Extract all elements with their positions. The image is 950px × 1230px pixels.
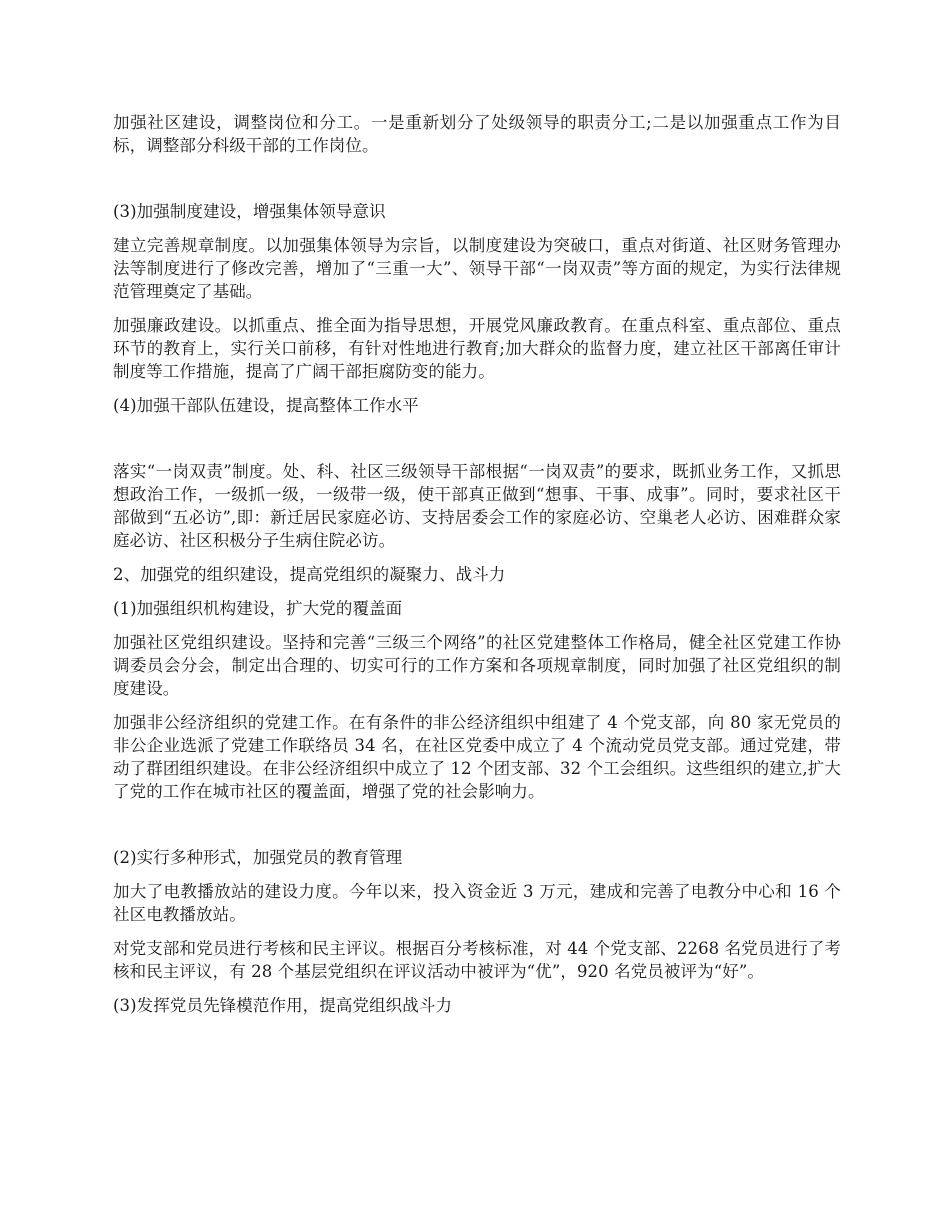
- paragraph-rules-system: 建立完善规章制度。以加强集体领导为宗旨，以制度建设为突破口，重点对街道、社区财务管理办法等制度进行了修改完善，增加了“三重一大”、领导干部“一岗双责”等方面的规定，为实行法律规范管理奠定了基础。: [113, 236, 841, 301]
- heading-party-organization: 2、加强党的组织建设，提高党组织的凝聚力、战斗力: [113, 565, 506, 584]
- paragraph-community-party: 加强社区党组织建设。坚持和完善“三级三个网络”的社区党建整体工作格局，健全社区党建工作协调委员会分会，制定出合理的、切实可行的工作方案和各项规章制度，同时加强了社区党组织的制度建设。: [113, 633, 841, 698]
- paragraph-evaluation: 对党支部和党员进行考核和民主评议。根据百分考核标准，对 44 个党支部、2268 名党员进行了考核和民主评议，有 28 个基层党组织在评议活动中被评为“优”，920 名党员被评为“好”。: [113, 939, 841, 981]
- paragraph-integrity-building: 加强廉政建设。以抓重点、推全面为指导思想，开展党风廉政教育。在重点科室、重点部位、重点环节的教育上，实行关口前移，有针对性地进行教育;加大群众的监督力度，建立社区干部离任审计制度等工作措施，提高了广阔干部拒腐防变的能力。: [113, 316, 841, 381]
- heading-member-education: (2)实行多种形式，加强党员的教育管理: [113, 848, 403, 867]
- paragraph-broadcast-stations: 加大了电教播放站的建设力度。今年以来，投入资金近 3 万元，建成和完善了电教分中心和 16 个社区电教播放站。: [113, 882, 841, 924]
- heading-organization-structure: (1)加强组织机构建设，扩大党的覆盖面: [113, 599, 403, 618]
- heading-system-building: (3)加强制度建设，增强集体领导意识: [113, 202, 386, 221]
- paragraph-dual-responsibility: 落实“一岗双责”制度。处、科、社区三级领导干部根据“一岗双责”的要求，既抓业务工作，又抓思想政治工作，一级抓一级，一级带一级，使干部真正做到“想事、干事、成事”。同时，要求社区干部做到“五必访”,即：新迁居民家庭必访、支持居委会工作的家庭必访、空巢老人必访、困难群众家庭必访、社区积极分子生病住院必访。: [113, 462, 841, 550]
- heading-cadre-team: (4)加强干部队伍建设，提高整体工作水平: [113, 396, 419, 415]
- heading-vanguard-role: (3)发挥党员先锋模范作用，提高党组织战斗力: [113, 996, 453, 1015]
- document-page: [113, 111, 841, 1017]
- paragraph-community-building: 加强社区建设，调整岗位和分工。一是重新划分了处级领导的职责分工;二是以加强重点工作为目标，调整部分科级干部的工作岗位。: [113, 113, 841, 155]
- paragraph-nonpublic-party: 加强非公经济组织的党建工作。在有条件的非公经济组织中组建了 4 个党支部，向 80 家无党员的非公企业选派了党建工作联络员 34 名，在社区党委中成立了 4 个流动党员党支部。通过党建，带动了群团组织建设。在非公经济组织中成立了 12 个团支部、32 个工会组织。这些组织的建立,扩大了党的工作在城市社区的覆盖面，增强了党的社会影响力。: [113, 713, 841, 801]
